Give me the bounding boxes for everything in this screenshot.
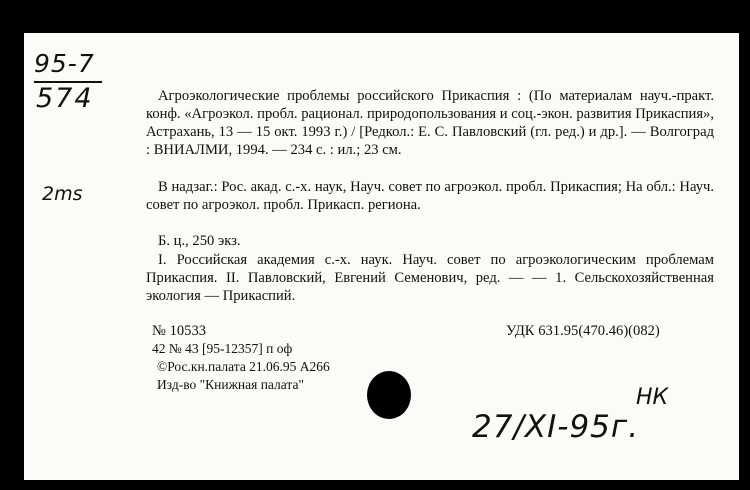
library-catalog-card	[24, 33, 739, 480]
price-print-run: Б. ц., 250 экз.	[158, 233, 241, 249]
handwritten-initials: НК	[636, 385, 669, 410]
stamp-line-1: 42 № 43 [95-12357] п оф	[152, 341, 293, 356]
subject-headings: I. Российская академия с.-х. наук. Науч. совет по агроэкологическим проблемам Прикаспия. II. Павловский, Евгений Семенович, ред. — — 1. Сельскохозяйственная экология — Прикаспий.	[146, 252, 714, 304]
udc-classification: УДК 631.95(470.46)(082)	[506, 323, 660, 339]
stamp-line-2: ©Рос.кн.палата 21.06.95 А266	[157, 359, 330, 374]
record-number: № 10533	[152, 323, 207, 339]
punch-hole	[367, 371, 411, 419]
handwritten-date: 27/XI-95г.	[472, 409, 640, 445]
bibliographic-main-entry: Агроэкологические проблемы российского Прикаспия : (По материалам науч.-практ. конф. «Агроэкол. пробл. рационал. природопользования и соц.-экон. развития Прикаспия», Астрахань, 13 — 15 окт. 1993 г.) / [Редкол.: Е. С. Павловский (гл. ред.) и др.]. — Волгоград : ВНИАЛМИ, 1994. — 234 с. : ил.; 23 см.	[146, 88, 714, 158]
header-note: В надзаг.: Рос. акад. с.-х. наук, Науч. совет по агроэкол. пробл. Прикаспия; На обл.: Науч. совет по агроэкол. пробл. Прикасп. региона.	[146, 179, 714, 213]
handwritten-note-left: 2ms	[42, 183, 83, 205]
call-number-top: 95-7	[34, 49, 95, 78]
stamp-line-3: Изд-во "Книжная палата"	[157, 377, 304, 392]
call-number-bottom: 574	[36, 83, 94, 114]
